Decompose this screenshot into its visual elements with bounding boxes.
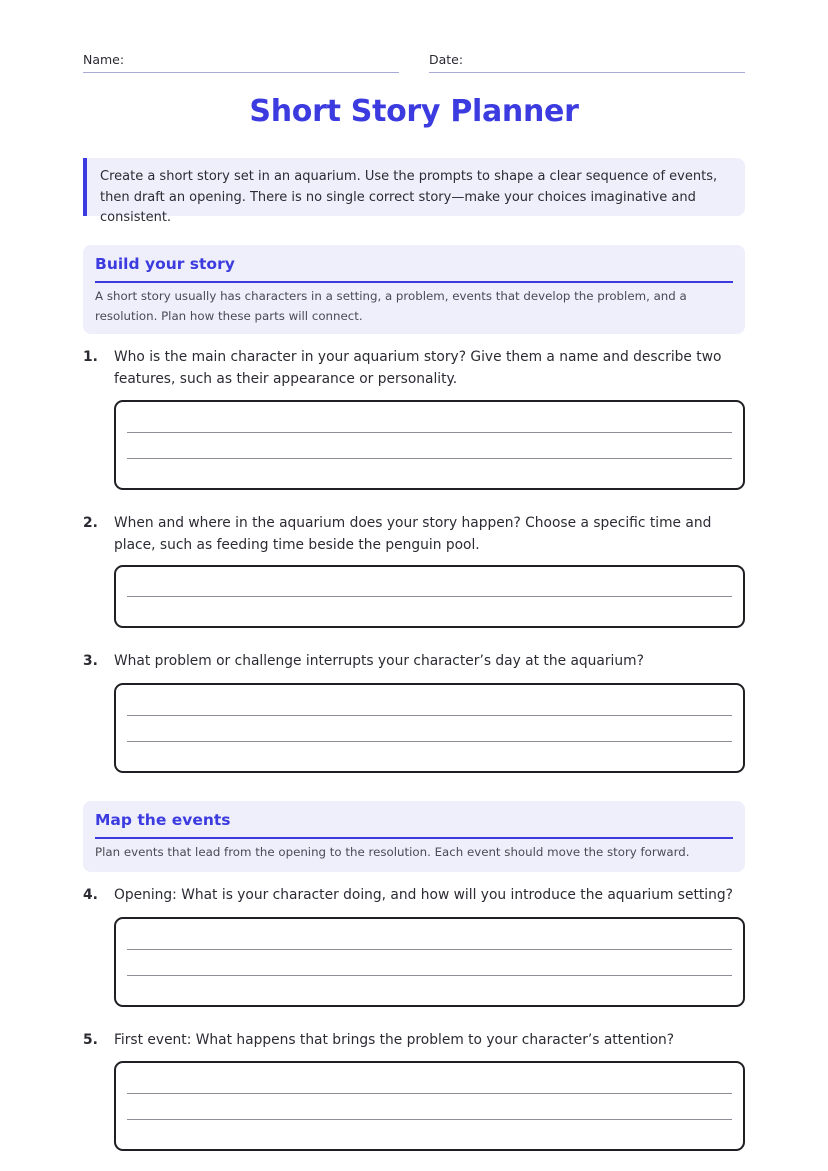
section-build-your-story (83, 245, 745, 334)
page-title: Short Story Planner (249, 94, 579, 129)
answer-box-3[interactable] (114, 683, 745, 773)
question-3 (83, 650, 745, 672)
answer-line (127, 458, 732, 459)
answer-line (127, 432, 732, 433)
answer-box-5[interactable] (114, 1061, 745, 1151)
section-description: Plan events that lead from the opening to the resolution. Each event should move the story forward. (95, 845, 690, 859)
answer-line (127, 715, 732, 716)
question-text: First event: What happens that brings the problem to your character’s attention? (114, 1032, 675, 1048)
section-title: Map the events (95, 801, 733, 839)
answer-line (127, 1119, 732, 1120)
header-row (83, 52, 745, 74)
answer-box-1[interactable] (114, 400, 745, 490)
question-text: Who is the main character in your aquarium story? Give them a name and describe two features, such as their appearance or personality. (114, 349, 722, 387)
answer-line (127, 1093, 732, 1094)
question-number: 3. (83, 653, 98, 669)
answer-line (127, 741, 732, 742)
answer-line (127, 975, 732, 976)
question-number: 4. (83, 887, 98, 903)
date-field[interactable] (429, 52, 745, 73)
answer-box-4[interactable] (114, 917, 745, 1007)
question-text: What problem or challenge interrupts your character’s day at the aquarium? (114, 653, 644, 669)
question-5 (83, 1029, 745, 1051)
question-number: 5. (83, 1032, 98, 1048)
answer-line (127, 949, 732, 950)
question-1 (83, 346, 745, 390)
question-text: Opening: What is your character doing, and how will you introduce the aquarium setting? (114, 887, 733, 903)
section-description: A short story usually has characters in a setting, a problem, events that develop the problem, and a resolution. Plan how these parts will connect. (95, 289, 687, 323)
name-label: Name: (83, 52, 125, 67)
question-4 (83, 884, 745, 906)
section-title: Build your story (95, 245, 733, 283)
question-number: 2. (83, 515, 98, 531)
question-2 (83, 512, 745, 556)
question-number: 1. (83, 349, 98, 365)
intro-callout: Create a short story set in an aquarium. Use the prompts to shape a clear sequence of events, then draft an opening. There is no single correct story—make your choices imaginative and consistent. (83, 158, 745, 216)
date-label: Date: (429, 52, 464, 67)
name-field[interactable] (83, 52, 399, 73)
answer-line (127, 596, 732, 597)
question-text: When and where in the aquarium does your story happen? Choose a specific time and place, such as feeding time beside the penguin pool. (114, 515, 712, 553)
answer-box-2[interactable] (114, 565, 745, 628)
section-map-the-events (83, 801, 745, 872)
